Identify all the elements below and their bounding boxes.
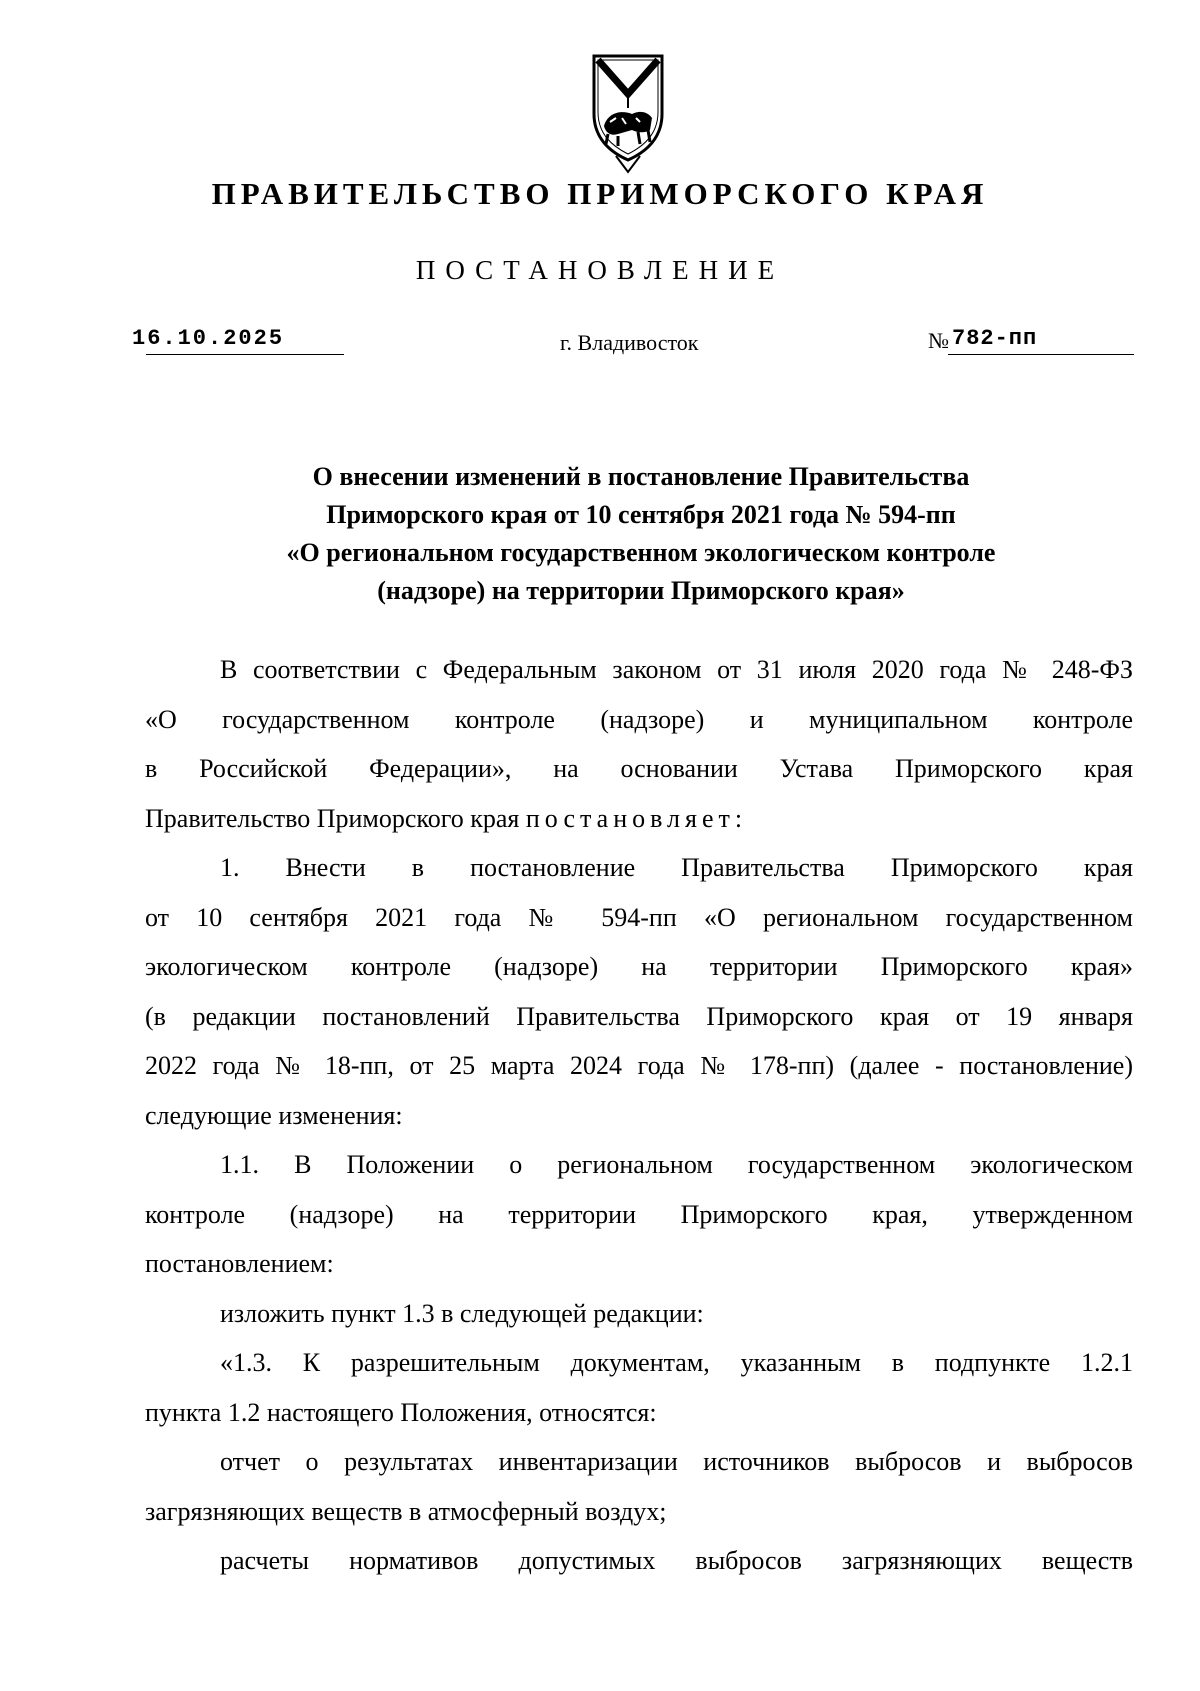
- date-underline: [146, 354, 344, 355]
- paragraph-line: изложить пункт 1.3 в следующей редакции:: [220, 1298, 704, 1328]
- paragraph-item-1-1: [145, 1140, 1133, 1289]
- paragraph-line: загрязняющих веществ в атмосферный воздух;: [145, 1496, 667, 1526]
- paragraph-instruction: [145, 1289, 1133, 1339]
- paragraph-list-item: [145, 1536, 1133, 1586]
- paragraph-line: следующие изменения:: [145, 1100, 403, 1130]
- document-body: [145, 645, 1133, 1586]
- document-number: 782-пп: [952, 326, 1038, 351]
- paragraph-item-1: [145, 843, 1133, 1140]
- number-label: №: [928, 328, 949, 353]
- heading-line: (надзоре) на территории Приморского края»: [377, 576, 905, 605]
- paragraph-line: от 10 сентября 2021 года № 594-пп «О региональном государственном: [145, 902, 1133, 932]
- paragraph-text: Правительство Приморского края: [145, 803, 520, 833]
- number-underline: [948, 354, 1134, 355]
- paragraph-list-item: [145, 1437, 1133, 1536]
- resolution-verb: постановляет:: [525, 803, 748, 833]
- paragraph-line: экологическом контроле (надзоре) на территории Приморского края»: [145, 952, 1133, 981]
- paragraph-line: отчет о результатах инвентаризации источников выбросов и выбросов: [220, 1447, 1133, 1476]
- paragraph-line: контроле (надзоре) на территории Приморского края, утвержденном: [145, 1199, 1133, 1229]
- paragraph-line: 1. Внести в постановление Правительства Приморского края: [220, 853, 1133, 882]
- paragraph-line: 1.1. В Положении о региональном государственном экологическом: [220, 1150, 1133, 1179]
- heading-line: О внесении изменений в постановление Правительства: [312, 462, 970, 491]
- paragraph-line: в Российской Федерации», на основании Устава Приморского края: [145, 754, 1133, 783]
- document-date: 16.10.2025: [132, 326, 285, 351]
- document-city: г. Владивосток: [560, 330, 699, 355]
- paragraph-line: «1.3. К разрешительным документам, указанным в подпункте 1.2.1: [220, 1348, 1133, 1377]
- document-type: ПОСТАНОВЛЕНИЕ: [415, 255, 785, 285]
- document-heading: [200, 458, 1082, 610]
- paragraph-preamble: [145, 645, 1133, 843]
- paragraph-line: [145, 794, 1133, 844]
- paragraph-line: (в редакции постановлений Правительства Приморского края от 19 января: [145, 1001, 1133, 1031]
- heading-line: Приморского края от 10 сентября 2021 года № 594-пп: [326, 500, 956, 529]
- paragraph-line: пункта 1.2 настоящего Положения, относятся:: [145, 1397, 657, 1427]
- paragraph-line: 2022 года № 18-пп, от 25 марта 2024 года № 178-пп) (далее - постановление): [145, 1051, 1133, 1080]
- paragraph-line: расчеты нормативов допустимых выбросов загрязняющих веществ: [220, 1546, 1133, 1575]
- paragraph-line: «О государственном контроле (надзоре) и муниципальном контроле: [145, 704, 1133, 734]
- heading-line: «О региональном государственном экологическом контроле: [286, 538, 996, 567]
- organization-title: ПРАВИТЕЛЬСТВО ПРИМОРСКОГО КРАЯ: [211, 176, 989, 211]
- paragraph-line: постановлением:: [145, 1249, 334, 1278]
- primorsky-krai-coat-of-arms-icon: [588, 48, 668, 176]
- paragraph-item-1-3: [145, 1338, 1133, 1437]
- paragraph-line: В соответствии с Федеральным законом от 31 июля 2020 года № 248-ФЗ: [220, 655, 1133, 684]
